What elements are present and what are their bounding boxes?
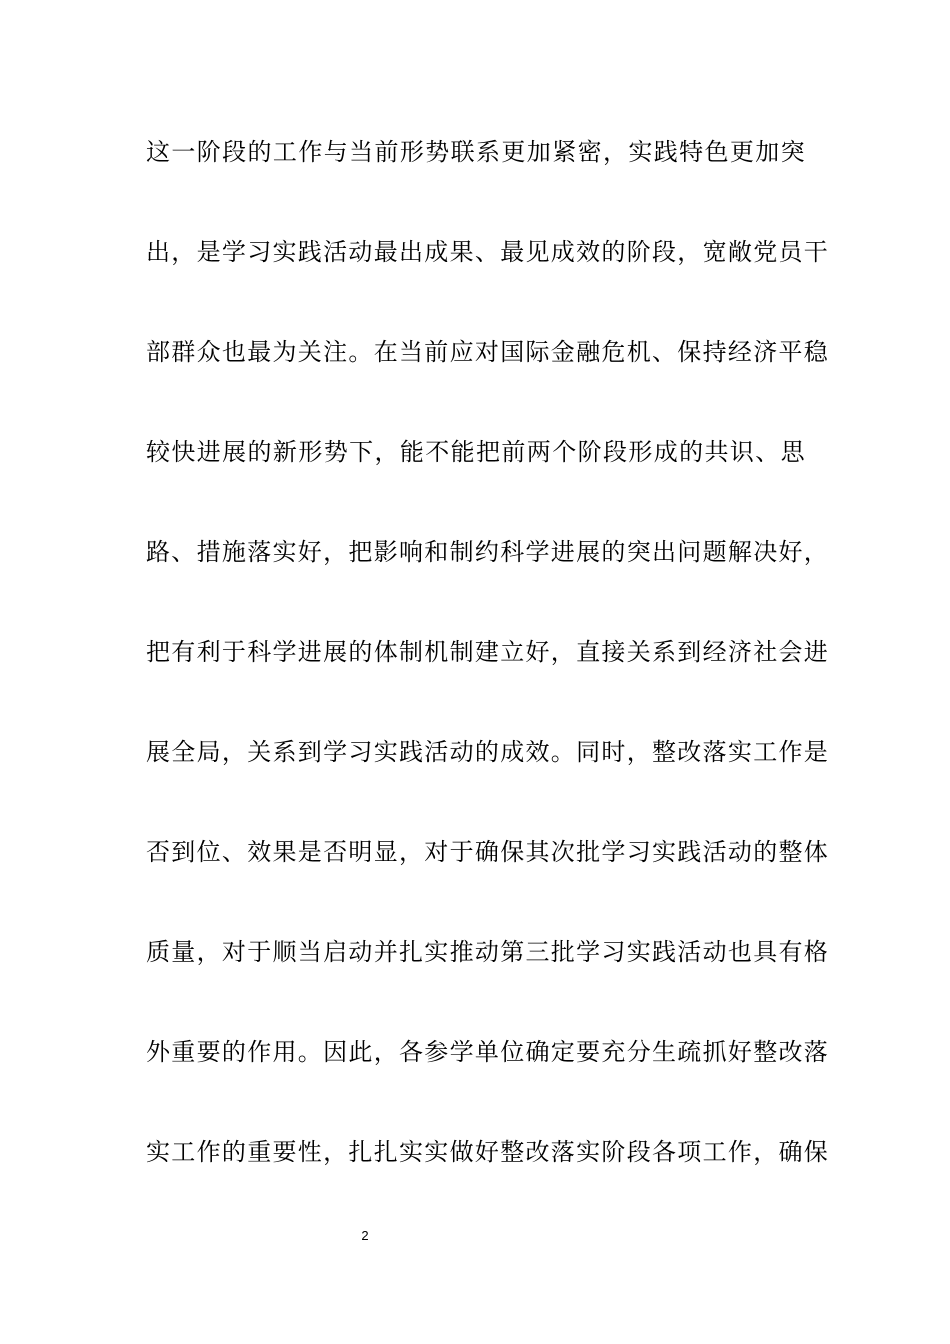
text-line: 较快进展的新形势下，能不能把前两个阶段形成的共识、思 [146, 438, 806, 466]
body-paragraph [146, 130, 830, 1230]
text-line: 把有利于科学进展的体制机制建立好，直接关系到经济社会进 [146, 638, 830, 666]
text-line: 质量，对于顺当启动并扎实推动第三批学习实践活动也具有格 [146, 938, 830, 966]
text-line: 这一阶段的工作与当前形势联系更加紧密，实践特色更加突 [146, 138, 806, 166]
text-line: 实工作的重要性，扎扎实实做好整改落实阶段各项工作，确保 [146, 1138, 830, 1166]
text-line: 否到位、效果是否明显，对于确保其次批学习实践活动的整体 [146, 838, 830, 866]
page-number: 2 [361, 1228, 369, 1243]
text-line: 展全局，关系到学习实践活动的成效。同时，整改落实工作是 [146, 738, 830, 766]
text-line: 外重要的作用。因此，各参学单位确定要充分生疏抓好整改落 [146, 1038, 830, 1066]
text-line: 路、措施落实好，把影响和制约科学进展的突出问题解决好， [146, 538, 830, 566]
text-line: 出，是学习实践活动最出成果、最见成效的阶段，宽敞党员干 [146, 238, 830, 266]
text-line: 部群众也最为关注。在当前应对国际金融危机、保持经济平稳 [146, 338, 830, 366]
